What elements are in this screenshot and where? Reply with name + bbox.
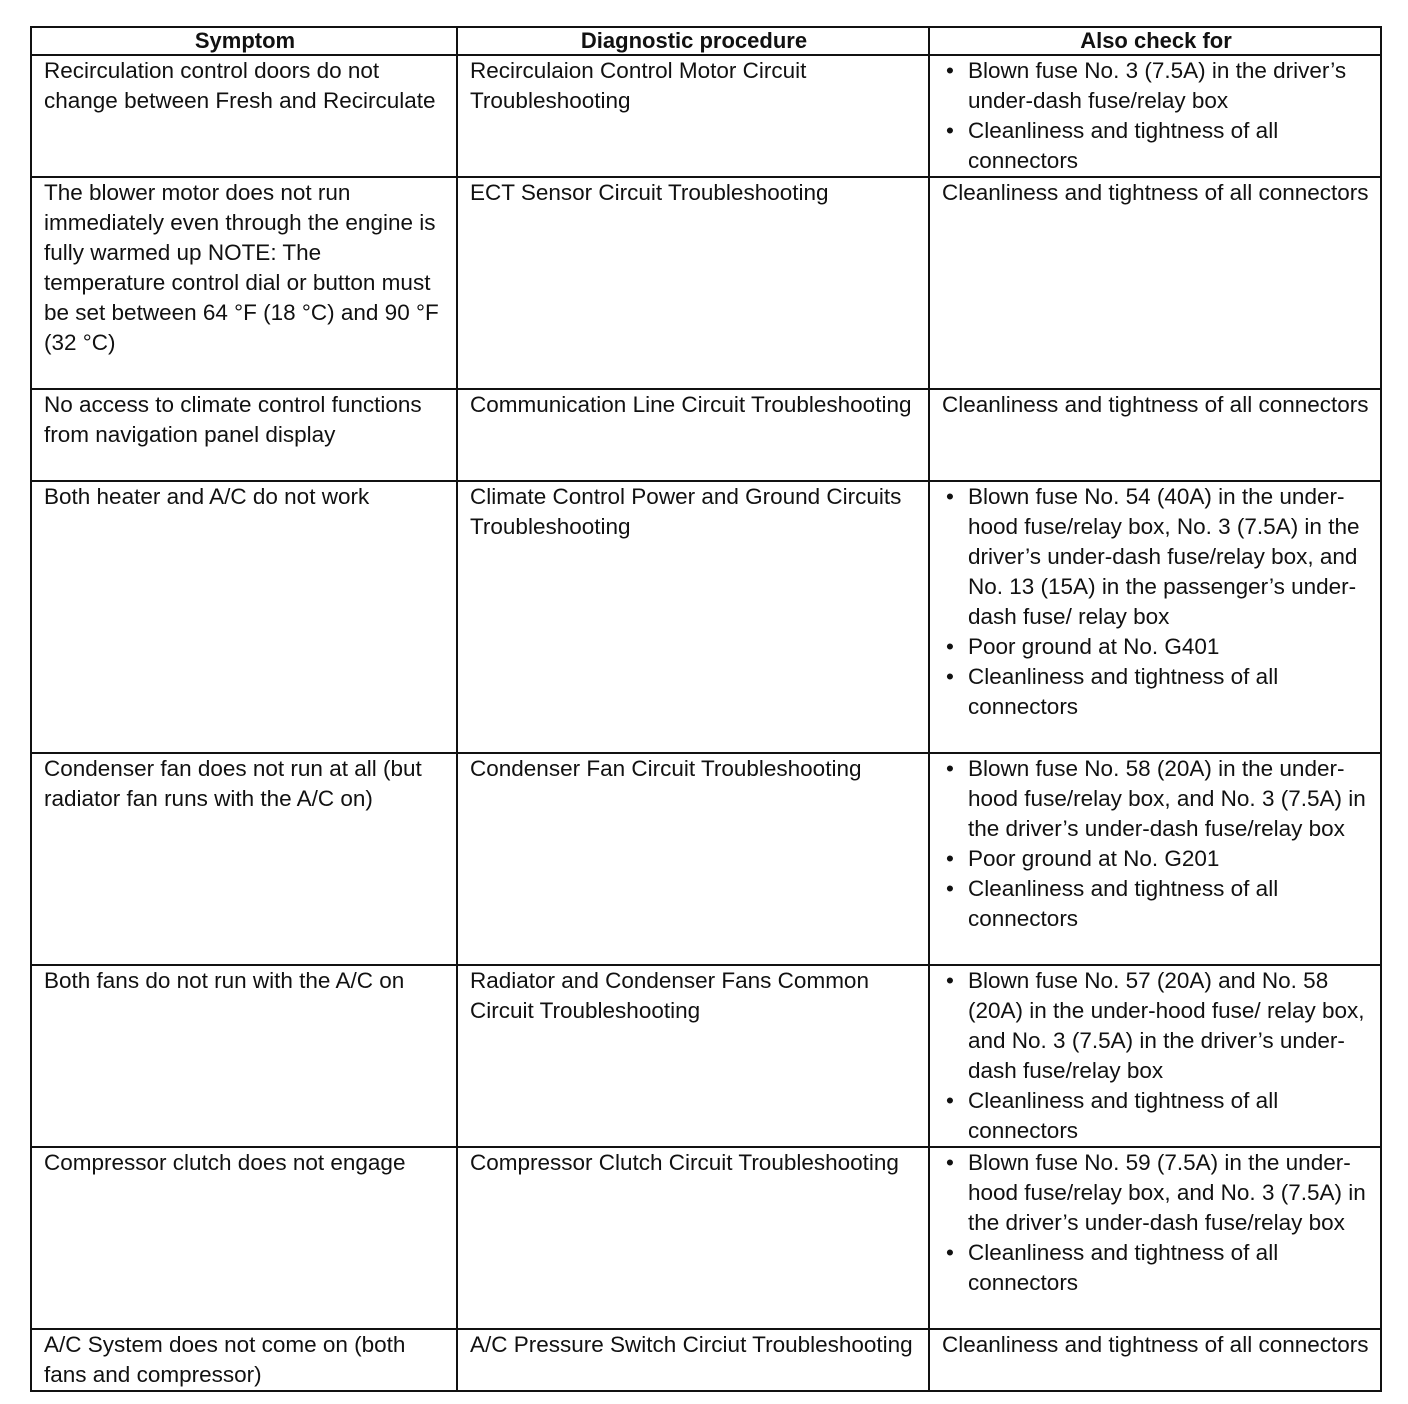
also-check-cell bbox=[929, 753, 1381, 965]
table-row bbox=[31, 1147, 1381, 1329]
table-row bbox=[31, 1329, 1381, 1391]
symptom-cell: Condenser fan does not run at all (but radiator fan runs with the A/C on) bbox=[31, 753, 457, 965]
also-check-cell bbox=[929, 481, 1381, 753]
also-check-cell: Cleanliness and tightness of all connectors bbox=[929, 177, 1381, 389]
symptom-cell: A/C System does not come on (both fans and compressor) bbox=[31, 1329, 457, 1391]
symptom-cell: No access to climate control functions from navigation panel display bbox=[31, 389, 457, 481]
also-check-cell bbox=[929, 55, 1381, 177]
table-row bbox=[31, 753, 1381, 965]
check-item: • Cleanliness and tightness of all connectors bbox=[968, 116, 1370, 176]
symptom-cell: Recirculation control doors do not change between Fresh and Recirculate bbox=[31, 55, 457, 177]
check-item: • Blown fuse No. 58 (20A) in the under-hood fuse/relay box, and No. 3 (7.5A) in the driver’s under-dash fuse/relay box bbox=[968, 754, 1370, 844]
procedure-cell: Condenser Fan Circuit Troubleshooting bbox=[457, 753, 929, 965]
check-item: • Blown fuse No. 54 (40A) in the under-hood fuse/relay box, No. 3 (7.5A) in the driver’s under-dash fuse/relay box, and No. 13 (15A) in the passenger’s under-dash fuse/ relay box bbox=[968, 482, 1370, 632]
procedure-cell: Communication Line Circuit Troubleshooting bbox=[457, 389, 929, 481]
table-row bbox=[31, 965, 1381, 1147]
check-item: • Poor ground at No. G401 bbox=[968, 632, 1370, 662]
check-list bbox=[942, 56, 1370, 176]
procedure-cell: Recirculaion Control Motor Circuit Troubleshooting bbox=[457, 55, 929, 177]
check-list bbox=[942, 754, 1370, 934]
also-check-cell bbox=[929, 1147, 1381, 1329]
header-diagnostic-procedure: Diagnostic procedure bbox=[457, 27, 929, 55]
check-item: • Blown fuse No. 57 (20A) and No. 58 (20A) in the under-hood fuse/ relay box, and No. 3 (7.5A) in the driver’s under-dash fuse/relay box bbox=[968, 966, 1370, 1086]
check-item: • Cleanliness and tightness of all connectors bbox=[968, 1238, 1370, 1298]
check-list bbox=[942, 966, 1370, 1146]
procedure-cell: A/C Pressure Switch Circiut Troubleshooting bbox=[457, 1329, 929, 1391]
check-item: • Blown fuse No. 3 (7.5A) in the driver’s under-dash fuse/relay box bbox=[968, 56, 1370, 116]
also-check-cell: Cleanliness and tightness of all connectors bbox=[929, 1329, 1381, 1391]
symptom-cell: Compressor clutch does not engage bbox=[31, 1147, 457, 1329]
procedure-cell: ECT Sensor Circuit Troubleshooting bbox=[457, 177, 929, 389]
procedure-cell: Climate Control Power and Ground Circuits Troubleshooting bbox=[457, 481, 929, 753]
check-item: • Blown fuse No. 59 (7.5A) in the under-hood fuse/relay box, and No. 3 (7.5A) in the driver’s under-dash fuse/relay box bbox=[968, 1148, 1370, 1238]
diagnostic-table bbox=[30, 26, 1382, 1392]
also-check-cell bbox=[929, 965, 1381, 1147]
header-row bbox=[31, 27, 1381, 55]
procedure-cell: Radiator and Condenser Fans Common Circuit Troubleshooting bbox=[457, 965, 929, 1147]
header-symptom: Symptom bbox=[31, 27, 457, 55]
also-check-cell: Cleanliness and tightness of all connectors bbox=[929, 389, 1381, 481]
check-list bbox=[942, 482, 1370, 722]
check-item: • Poor ground at No. G201 bbox=[968, 844, 1370, 874]
check-list bbox=[942, 1148, 1370, 1298]
table-row bbox=[31, 55, 1381, 177]
symptom-cell: Both fans do not run with the A/C on bbox=[31, 965, 457, 1147]
table-row bbox=[31, 481, 1381, 753]
symptom-cell: The blower motor does not run immediately even through the engine is fully warmed up NOTE: The temperature control dial or button must be set between 64 °F (18 °C) and 90 °F (32 °C) bbox=[31, 177, 457, 389]
check-item: • Cleanliness and tightness of all connectors bbox=[968, 1086, 1370, 1146]
check-item: • Cleanliness and tightness of all connectors bbox=[968, 874, 1370, 934]
symptom-cell: Both heater and A/C do not work bbox=[31, 481, 457, 753]
check-item: • Cleanliness and tightness of all connectors bbox=[968, 662, 1370, 722]
table-row bbox=[31, 389, 1381, 481]
header-also-check-for: Also check for bbox=[929, 27, 1381, 55]
table-row bbox=[31, 177, 1381, 389]
procedure-cell: Compressor Clutch Circuit Troubleshooting bbox=[457, 1147, 929, 1329]
